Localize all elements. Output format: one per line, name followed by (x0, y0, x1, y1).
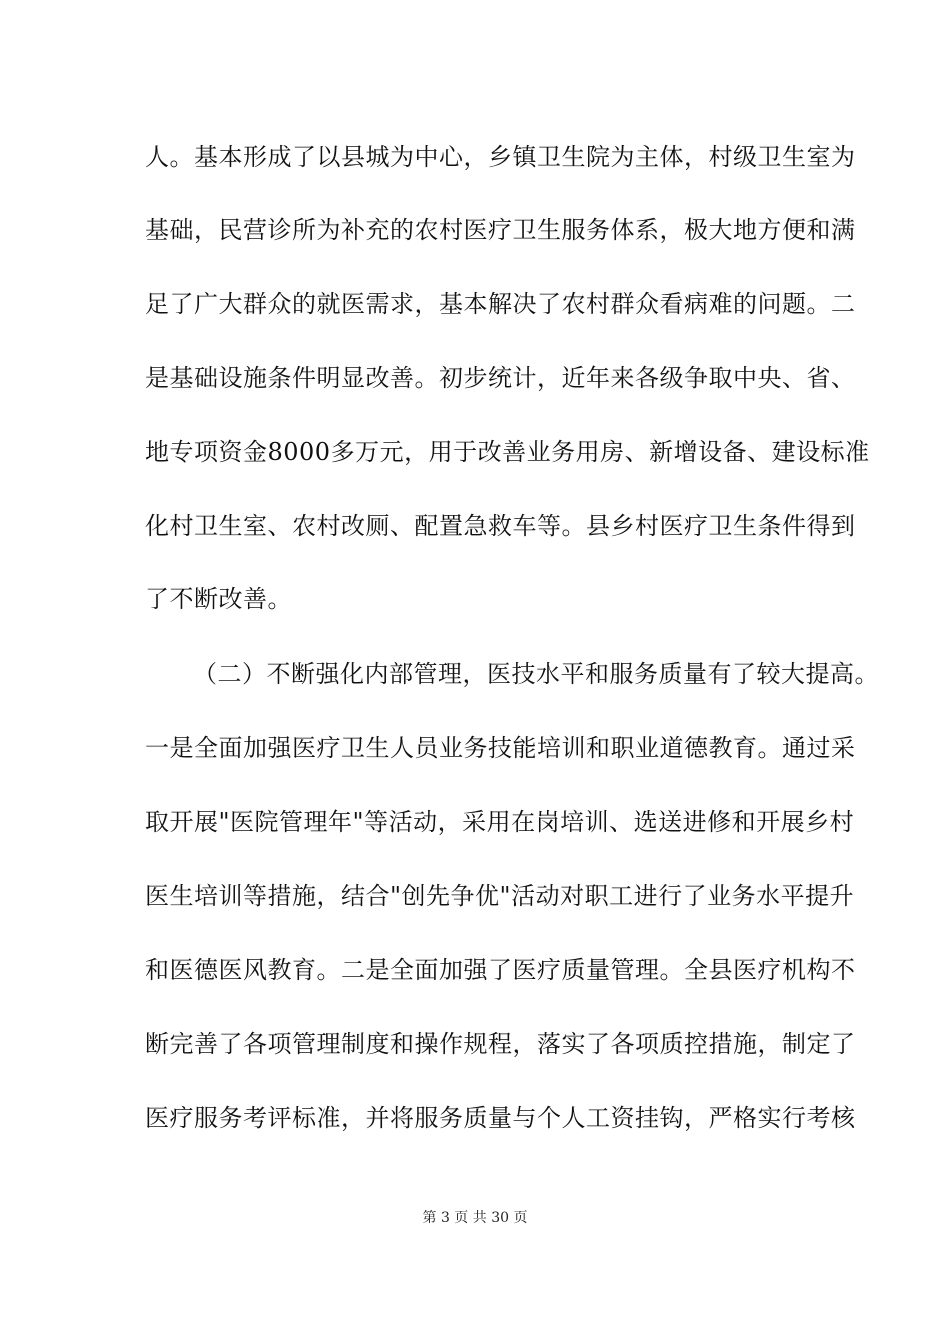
body-text-line: 化村卫生室、农村改厕、配置急救车等。县乡村医疗卫生条件得到 (145, 512, 856, 540)
body-text-line: 地专项资金8000多万元，用于改善业务用房、新增设备、建设标准 (145, 438, 870, 466)
body-text-line: 了不断改善。 (145, 585, 292, 613)
body-text-line: 人。基本形成了以县城为中心，乡镇卫生院为主体，村级卫生室为 (145, 143, 856, 171)
body-text-line: 一是全面加强医疗卫生人员业务技能培训和职业道德教育。通过采 (145, 734, 856, 762)
body-text-line: 取开展"医院管理年"等活动，采用在岗培训、选送进修和开展乡村 (145, 808, 855, 836)
body-text-line: 断完善了各项管理制度和操作规程，落实了各项质控措施，制定了 (145, 1030, 856, 1058)
page-number-footer: 第 3 页 共 30 页 (422, 1210, 528, 1226)
body-text-line: 足了广大群众的就医需求，基本解决了农村群众看病难的问题。二 (145, 290, 856, 318)
body-text-line: 基础，民营诊所为补充的农村医疗卫生服务体系，极大地方便和满 (145, 216, 856, 244)
body-text-line: 是基础设施条件明显改善。初步统计，近年来各级争取中央、省、 (145, 364, 856, 392)
body-text-line: 医生培训等措施，结合"创先争优"活动对职工进行了业务水平提升 (145, 882, 855, 910)
section-heading-line: （二）不断强化内部管理，医技水平和服务质量有了较大提高。 (193, 660, 879, 688)
body-text-line: 和医德医风教育。二是全面加强了医疗质量管理。全县医疗机构不 (145, 956, 856, 984)
body-text-line: 医疗服务考评标准，并将服务质量与个人工资挂钩，严格实行考核 (145, 1104, 856, 1132)
